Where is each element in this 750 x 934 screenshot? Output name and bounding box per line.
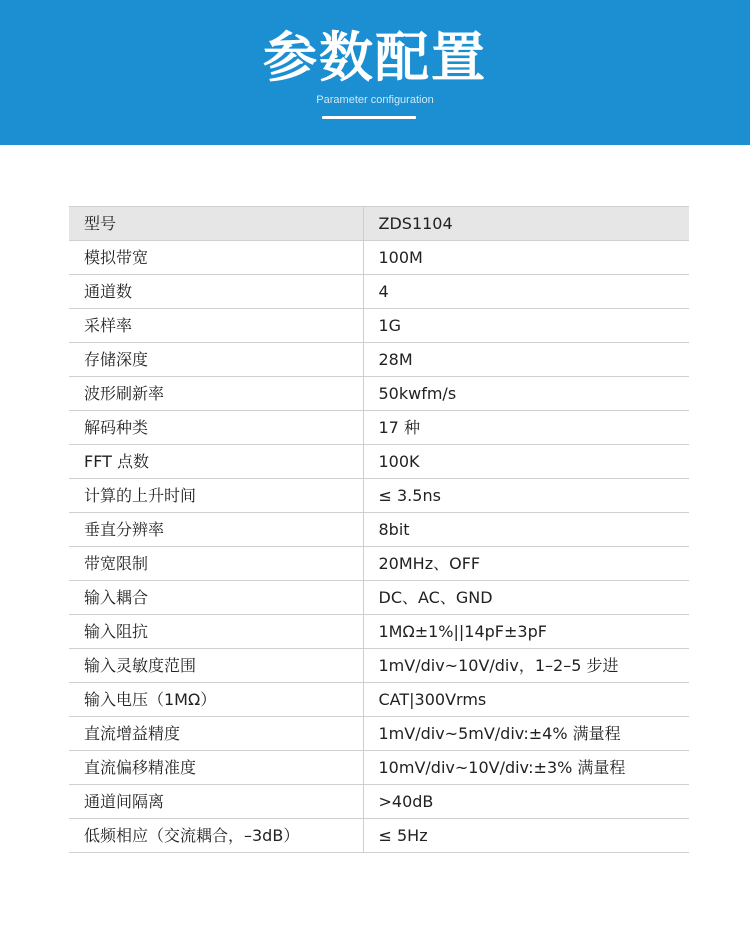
table-row	[69, 377, 689, 411]
spec-value: ≤ 3.5ns	[363, 479, 689, 513]
table-row	[69, 785, 689, 819]
table-row	[69, 309, 689, 343]
spec-table	[69, 206, 689, 853]
spec-value: 28M	[363, 343, 689, 377]
spec-value: 1MΩ±1%||14pF±3pF	[363, 615, 689, 649]
table-row	[69, 411, 689, 445]
spec-label: 存储深度	[69, 343, 363, 377]
table-row	[69, 615, 689, 649]
spec-value: 10mV/div~10V/div:±3% 满量程	[363, 751, 689, 785]
table-row	[69, 445, 689, 479]
header-banner	[0, 0, 750, 145]
spec-label: 通道间隔离	[69, 785, 363, 819]
spec-value: 1G	[363, 309, 689, 343]
table-row	[69, 207, 689, 241]
page-title: 参数配置	[263, 26, 487, 89]
table-row	[69, 649, 689, 683]
table-row	[69, 343, 689, 377]
spec-label: 通道数	[69, 275, 363, 309]
table-row	[69, 819, 689, 853]
spec-label: 输入灵敏度范围	[69, 649, 363, 683]
spec-value: CAT|300Vrms	[363, 683, 689, 717]
table-row	[69, 581, 689, 615]
spec-label: 型号	[69, 207, 363, 241]
spec-label: 解码种类	[69, 411, 363, 445]
spec-label: 波形刷新率	[69, 377, 363, 411]
page-subtitle: Parameter configuration	[316, 94, 434, 106]
spec-label: 直流偏移精准度	[69, 751, 363, 785]
spec-label: FFT 点数	[69, 445, 363, 479]
spec-label: 采样率	[69, 309, 363, 343]
table-row	[69, 717, 689, 751]
spec-label: 输入电压（1MΩ）	[69, 683, 363, 717]
spec-value: 20MHz、OFF	[363, 547, 689, 581]
spec-label: 模拟带宽	[69, 241, 363, 275]
spec-value: 4	[363, 275, 689, 309]
spec-value: >40dB	[363, 785, 689, 819]
spec-label: 计算的上升时间	[69, 479, 363, 513]
table-row	[69, 513, 689, 547]
spec-value: 17 种	[363, 411, 689, 445]
table-row	[69, 241, 689, 275]
table-row	[69, 683, 689, 717]
table-row	[69, 479, 689, 513]
spec-value: 100K	[363, 445, 689, 479]
spec-value: DC、AC、GND	[363, 581, 689, 615]
spec-label: 输入耦合	[69, 581, 363, 615]
spec-value: ≤ 5Hz	[363, 819, 689, 853]
spec-label: 低频相应（交流耦合，–3dB）	[69, 819, 363, 853]
spec-value: 1mV/div~5mV/div:±4% 满量程	[363, 717, 689, 751]
title-underline	[322, 116, 416, 119]
spec-value: 8bit	[363, 513, 689, 547]
spec-value: 100M	[363, 241, 689, 275]
table-row	[69, 547, 689, 581]
spec-label: 输入阻抗	[69, 615, 363, 649]
spec-label: 直流增益精度	[69, 717, 363, 751]
spec-value: 1mV/div~10V/div，1–2–5 步进	[363, 649, 689, 683]
spec-label: 带宽限制	[69, 547, 363, 581]
table-row	[69, 275, 689, 309]
spec-value: 50kwfm/s	[363, 377, 689, 411]
spec-value: ZDS1104	[363, 207, 689, 241]
spec-label: 垂直分辨率	[69, 513, 363, 547]
table-row	[69, 751, 689, 785]
